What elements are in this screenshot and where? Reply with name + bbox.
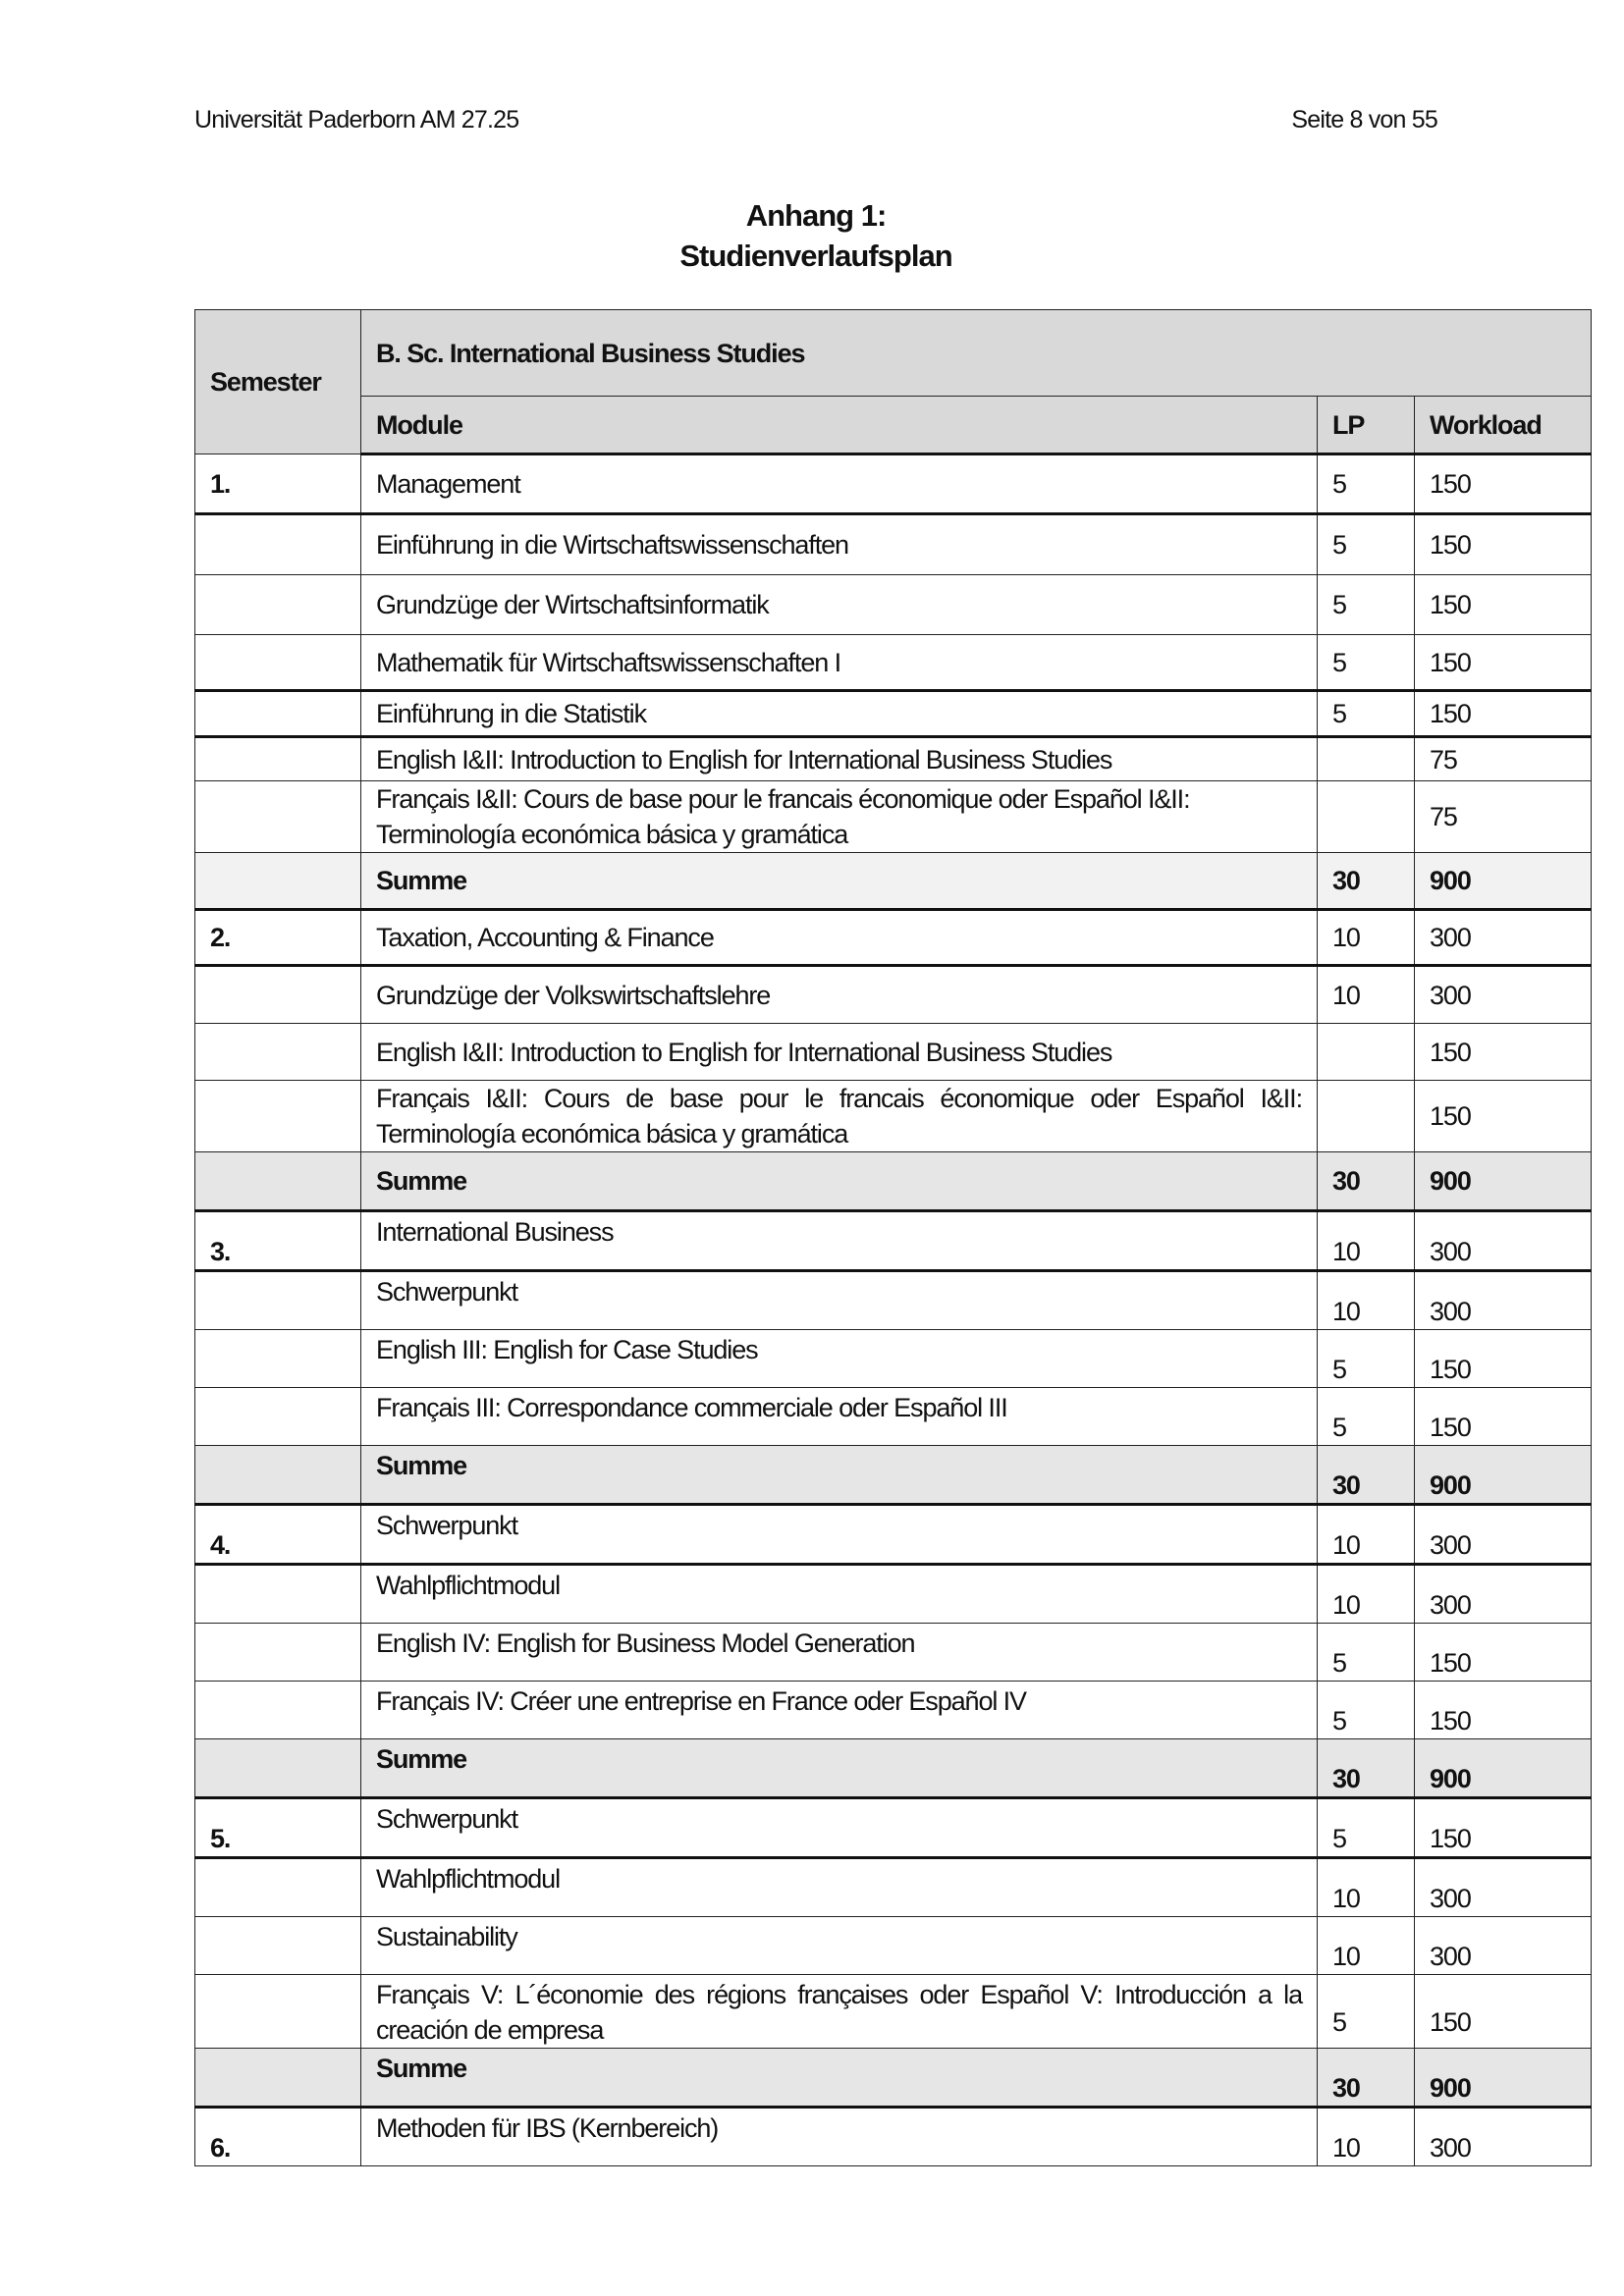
- lp-cell: 10: [1318, 1565, 1415, 1624]
- workload-cell: 150: [1415, 1330, 1592, 1388]
- module-cell: International Business: [361, 1211, 1318, 1271]
- lp-cell: 10: [1318, 966, 1415, 1024]
- workload-cell: 300: [1415, 1565, 1592, 1624]
- semester-cell: 1.: [195, 454, 361, 514]
- workload-column-header: Workload: [1415, 397, 1592, 454]
- table-row: [195, 635, 1592, 691]
- semester-cell: [195, 1330, 361, 1388]
- lp-cell: 5: [1318, 1975, 1415, 2049]
- lp-cell: 5: [1318, 1330, 1415, 1388]
- workload-cell: 900: [1415, 1739, 1592, 1798]
- workload-cell: 150: [1415, 1624, 1592, 1682]
- table-row: [195, 1858, 1592, 1917]
- module-cell: Einführung in die Wirtschaftswissenschaften: [361, 514, 1318, 575]
- lp-cell: 10: [1318, 1271, 1415, 1330]
- workload-cell: 150: [1415, 514, 1592, 575]
- table-row: [195, 910, 1592, 966]
- workload-cell: 300: [1415, 1858, 1592, 1917]
- semester-cell: [195, 1682, 361, 1739]
- module-cell: Français III: Correspondance commerciale oder Español III: [361, 1388, 1318, 1446]
- program-header: B. Sc. International Business Studies: [361, 310, 1592, 397]
- lp-cell: 30: [1318, 1446, 1415, 1505]
- workload-cell: 75: [1415, 781, 1592, 853]
- module-cell: Summe: [361, 853, 1318, 910]
- lp-cell: 30: [1318, 853, 1415, 910]
- workload-cell: 300: [1415, 966, 1592, 1024]
- module-cell: English IV: English for Business Model Generation: [361, 1624, 1318, 1682]
- workload-cell: 300: [1415, 1211, 1592, 1271]
- semester-cell: [195, 1624, 361, 1682]
- module-cell: Français V: L´économie des régions françaises oder Español V: Introducción a la creación de empresa: [361, 1975, 1318, 2049]
- appendix-title: Anhang 1:: [745, 198, 887, 233]
- semester-cell: [195, 2049, 361, 2108]
- semester-cell: [195, 1975, 361, 2049]
- lp-cell: 5: [1318, 514, 1415, 575]
- workload-cell: 150: [1415, 635, 1592, 691]
- lp-cell: [1318, 1024, 1415, 1081]
- table-row: [195, 1388, 1592, 1446]
- sum-row: [195, 1446, 1592, 1505]
- semester-cell: [195, 1917, 361, 1975]
- semester-cell: [195, 966, 361, 1024]
- lp-column-header: LP: [1318, 397, 1415, 454]
- module-cell: Grundzüge der Volkswirtschaftslehre: [361, 966, 1318, 1024]
- semester-cell: 2.: [195, 910, 361, 966]
- module-cell: Schwerpunkt: [361, 1271, 1318, 1330]
- semester-cell: [195, 781, 361, 853]
- semester-cell: [195, 1388, 361, 1446]
- module-cell: English I&II: Introduction to English for International Business Studies: [361, 737, 1318, 781]
- lp-cell: 5: [1318, 691, 1415, 737]
- lp-cell: 5: [1318, 635, 1415, 691]
- workload-cell: 150: [1415, 691, 1592, 737]
- module-cell: Sustainability: [361, 1917, 1318, 1975]
- lp-cell: 10: [1318, 2108, 1415, 2166]
- workload-cell: 150: [1415, 1975, 1592, 2049]
- workload-cell: 150: [1415, 1682, 1592, 1739]
- module-cell: Methoden für IBS (Kernbereich): [361, 2108, 1318, 2166]
- table-row: [195, 1024, 1592, 1081]
- module-cell: Wahlpflichtmodul: [361, 1858, 1318, 1917]
- lp-cell: 5: [1318, 1388, 1415, 1446]
- sum-row: [195, 2049, 1592, 2108]
- workload-cell: 300: [1415, 1917, 1592, 1975]
- table-row: [195, 966, 1592, 1024]
- semester-cell: [195, 737, 361, 781]
- lp-cell: 10: [1318, 910, 1415, 966]
- appendix-subtitle: Studienverlaufsplan: [679, 239, 952, 273]
- study-plan-table: [194, 309, 1592, 2166]
- workload-cell: 900: [1415, 853, 1592, 910]
- module-cell: English I&II: Introduction to English for International Business Studies: [361, 1024, 1318, 1081]
- semester-cell: 6.: [195, 2108, 361, 2166]
- table-row: [195, 454, 1592, 514]
- document-header-left: Universität Paderborn AM 27.25: [194, 106, 519, 133]
- module-cell: Schwerpunkt: [361, 1798, 1318, 1858]
- lp-cell: 5: [1318, 454, 1415, 514]
- lp-cell: 10: [1318, 1211, 1415, 1271]
- lp-cell: 5: [1318, 1624, 1415, 1682]
- table-row: [195, 1682, 1592, 1739]
- workload-cell: 150: [1415, 1388, 1592, 1446]
- workload-cell: 300: [1415, 2108, 1592, 2166]
- lp-cell: 30: [1318, 2049, 1415, 2108]
- module-cell: English III: English for Case Studies: [361, 1330, 1318, 1388]
- semester-cell: [195, 1739, 361, 1798]
- table-row: [195, 575, 1592, 635]
- workload-cell: 150: [1415, 1798, 1592, 1858]
- lp-cell: [1318, 781, 1415, 853]
- semester-cell: [195, 691, 361, 737]
- semester-cell: [195, 1858, 361, 1917]
- semester-cell: [195, 853, 361, 910]
- module-cell: Français IV: Créer une entreprise en France oder Español IV: [361, 1682, 1318, 1739]
- lp-cell: 5: [1318, 1798, 1415, 1858]
- lp-cell: 10: [1318, 1858, 1415, 1917]
- table-row: [195, 781, 1592, 853]
- table-row: [195, 737, 1592, 781]
- module-column-header: Module: [361, 397, 1318, 454]
- module-cell: Summe: [361, 1739, 1318, 1798]
- semester-cell: [195, 1024, 361, 1081]
- lp-cell: 30: [1318, 1739, 1415, 1798]
- lp-cell: 5: [1318, 575, 1415, 635]
- table-row: [195, 1211, 1592, 1271]
- module-cell: Summe: [361, 2049, 1318, 2108]
- module-cell: Summe: [361, 1152, 1318, 1211]
- table-row: [195, 1798, 1592, 1858]
- module-cell: Français I&II: Cours de base pour le francais économique oder Español I&II: Terminología económica básica y gramática: [361, 1081, 1318, 1152]
- table-row: [195, 691, 1592, 737]
- table-row: [195, 1505, 1592, 1565]
- table-row: [195, 1975, 1592, 2049]
- lp-cell: 5: [1318, 1682, 1415, 1739]
- workload-cell: 150: [1415, 575, 1592, 635]
- workload-cell: 300: [1415, 910, 1592, 966]
- module-cell: Einführung in die Statistik: [361, 691, 1318, 737]
- table-row: [195, 1271, 1592, 1330]
- module-cell: Grundzüge der Wirtschaftsinformatik: [361, 575, 1318, 635]
- module-cell: Français I&II: Cours de base pour le francais économique oder Español I&II: Terminología económica básica y gramática: [361, 781, 1318, 853]
- table-row: [195, 1565, 1592, 1624]
- semester-cell: [195, 1271, 361, 1330]
- semester-header: Semester: [195, 310, 361, 454]
- module-cell: Summe: [361, 1446, 1318, 1505]
- workload-cell: 900: [1415, 1446, 1592, 1505]
- semester-cell: [195, 1565, 361, 1624]
- lp-cell: [1318, 737, 1415, 781]
- workload-cell: 900: [1415, 2049, 1592, 2108]
- module-cell: Taxation, Accounting & Finance: [361, 910, 1318, 966]
- semester-cell: [195, 1152, 361, 1211]
- workload-cell: 150: [1415, 454, 1592, 514]
- table-row: [195, 514, 1592, 575]
- sum-row: [195, 1739, 1592, 1798]
- lp-cell: [1318, 1081, 1415, 1152]
- lp-cell: 30: [1318, 1152, 1415, 1211]
- workload-cell: 300: [1415, 1505, 1592, 1565]
- sum-row: [195, 1152, 1592, 1211]
- semester-cell: [195, 575, 361, 635]
- module-cell: Wahlpflichtmodul: [361, 1565, 1318, 1624]
- semester-cell: [195, 514, 361, 575]
- semester-cell: [195, 1446, 361, 1505]
- page-number: Seite 8 von 55: [1291, 106, 1437, 133]
- workload-cell: 150: [1415, 1024, 1592, 1081]
- table-row: [195, 1624, 1592, 1682]
- table-row: [195, 1330, 1592, 1388]
- module-cell: Schwerpunkt: [361, 1505, 1318, 1565]
- semester-cell: 4.: [195, 1505, 361, 1565]
- sum-row: [195, 853, 1592, 910]
- module-cell: Mathematik für Wirtschaftswissenschaften I: [361, 635, 1318, 691]
- workload-cell: 900: [1415, 1152, 1592, 1211]
- table-row: [195, 2108, 1592, 2166]
- semester-cell: 3.: [195, 1211, 361, 1271]
- semester-cell: [195, 1081, 361, 1152]
- lp-cell: 10: [1318, 1505, 1415, 1565]
- module-cell: Management: [361, 454, 1318, 514]
- workload-cell: 75: [1415, 737, 1592, 781]
- semester-cell: 5.: [195, 1798, 361, 1858]
- table-row: [195, 1917, 1592, 1975]
- lp-cell: 10: [1318, 1917, 1415, 1975]
- workload-cell: 300: [1415, 1271, 1592, 1330]
- workload-cell: 150: [1415, 1081, 1592, 1152]
- table-row: [195, 1081, 1592, 1152]
- semester-cell: [195, 635, 361, 691]
